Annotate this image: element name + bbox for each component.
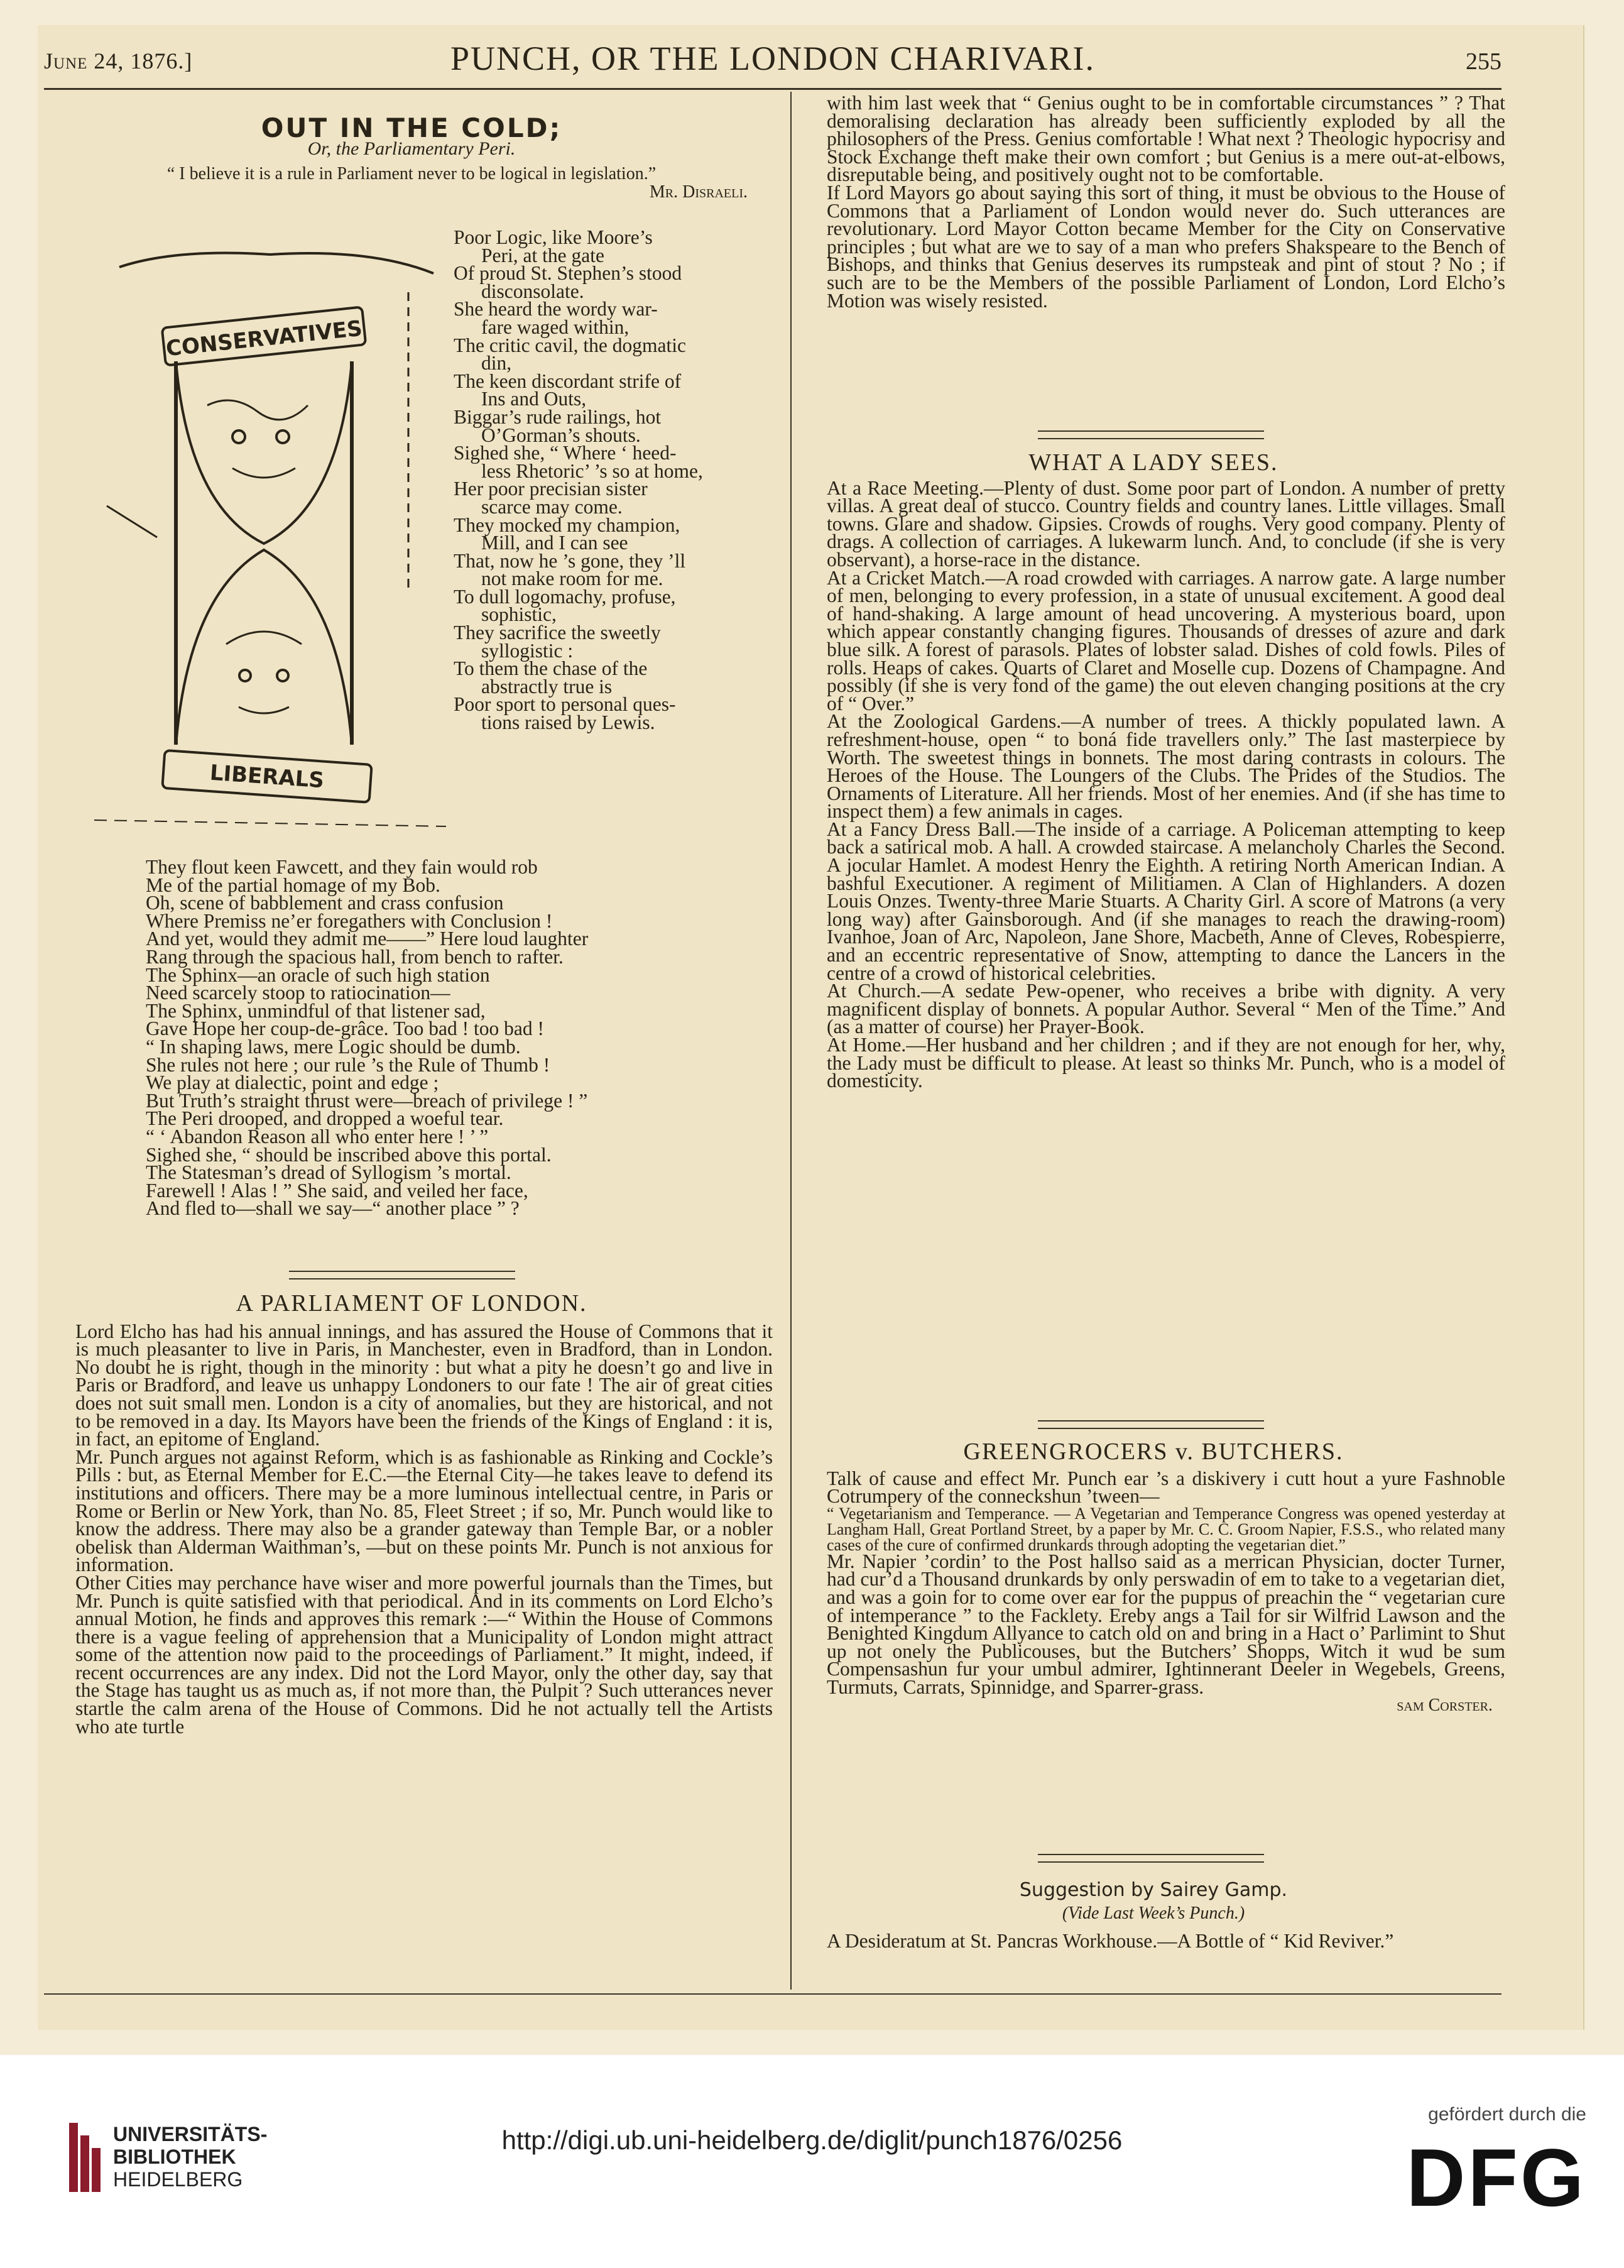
- suggestion-article: [802, 1879, 1505, 1953]
- greengrocers-article: [802, 1438, 1505, 1715]
- poem-line: sophistic,: [481, 603, 557, 626]
- section-ornament: [1038, 430, 1264, 439]
- poem-line: Poor Logic, like Moore’s: [454, 226, 653, 248]
- lady-article: [802, 449, 1505, 1092]
- poem-line: tions raised by Lewis.: [481, 711, 655, 734]
- poem-line: They flout keen Fawcett, and they fain would rob: [146, 856, 538, 878]
- parliament-article: [50, 1290, 773, 1738]
- poem-line: Farewell ! Alas ! ” She said, and veiled her face,: [146, 1179, 528, 1202]
- poem-line: Gave Hope her coup-de-grâce. Too bad ! too bad !: [146, 1017, 544, 1040]
- header-date: June 24, 1876.]: [44, 48, 193, 74]
- suggestion-body: A Desideratum at St. Pancras Workhouse.—A Bottle of “ Kid Reviver.”: [827, 1930, 1394, 1953]
- lady-paragraph: At Church.—A sedate Pew-opener, who receives a bribe with dignity. A very magnificent display of bonnets. A popular Author. Several “ Men of the Time.” And (as a matter of course) her Prayer-Book.: [827, 980, 1505, 1038]
- poem-line: Of proud St. Stephen’s stood: [454, 262, 682, 285]
- poem-subtitle: Or, the Parliamentary Peri.: [307, 138, 516, 159]
- source-url-link[interactable]: http://digi.ub.uni-heidelberg.de/diglit/punch1876/0256: [501, 2125, 1123, 2155]
- masthead-title: PUNCH, OR THE LONDON CHARIVARI.: [450, 40, 1096, 77]
- poem-line: Sighed she, “ Where ‘ heed-: [454, 442, 677, 464]
- poem-line: Sighed she, “ should be inscribed above this portal.: [146, 1143, 552, 1166]
- lady-paragraph: At a Race Meeting.—Plenty of dust. Some poor part of London. A number of pretty villas. A great deal of stucco. Country fields and country lanes. Little villages. Small towns. Glare and shadow. Gipsies. Crowds of roughs. Very good company. Plenty of drags. A collection of carriages. A lukewarm lunch. And, to conclude (if she is very observant), a horse-race in the distance.: [827, 476, 1505, 571]
- poem-line: The Statesman’s dread of Syllogism ’s mortal.: [146, 1161, 511, 1184]
- page-number: 255: [1466, 48, 1501, 75]
- suggestion-title: Suggestion by Sairey Gamp.: [1019, 1879, 1288, 1901]
- poem-line: To dull logomachy, profuse,: [454, 585, 676, 608]
- right-column: [802, 94, 1505, 310]
- poem-line: disconsolate.: [481, 280, 584, 302]
- footer-rule: [44, 1993, 1501, 1995]
- lady-paragraph: At the Zoological Gardens.—A number of trees. A thickly populated lawn. A refreshment-house, open “ to boná fide travellers only.” The last masterpiece by Worth. The sweetest things in bonnets. The most daring contrasts in colours. The Heroes of the House. The Loungers of the Clubs. The Prides of the Studios. The Ornaments of Literature. All her friends. Most of her enemies. And (if she has time to inspect them) a few animals in cages.: [827, 710, 1505, 823]
- greengrocers-title: GREENGROCERS v. BUTCHERS.: [963, 1438, 1344, 1465]
- poem-line: Ins and Outs,: [481, 388, 587, 410]
- poem-line: syllogistic :: [481, 639, 574, 662]
- poem-line: Biggar’s rude railings, hot: [454, 405, 662, 428]
- poem-line: less Rhetoric’ ’s so at home,: [481, 459, 703, 482]
- poem-line: Me of the partial homage of my Bob.: [146, 874, 440, 896]
- poem-full-lines: [146, 858, 774, 1218]
- poem-line: She rules not here ; our rule ’s the Rule of Thumb !: [146, 1053, 550, 1076]
- poem-line: We play at dialectic, point and edge ;: [146, 1071, 439, 1094]
- poem-line: The critic cavil, the dogmatic: [454, 334, 686, 356]
- epigraph-author: Mr. Disraeli.: [649, 182, 748, 202]
- poem-line: Mill, and I can see: [481, 532, 628, 554]
- poem-line: scarce may come.: [481, 495, 623, 518]
- greengrocers-intro: Talk of cause and effect Mr. Punch ear ’s a diskivery i cutt hout a yure Fashnoble Cotrumpery of the conneckshun ’tween—: [827, 1467, 1505, 1508]
- poem-line: Oh, scene of babblement and crass confusion: [146, 892, 504, 914]
- lady-paragraph: At a Cricket Match.—A road crowded with carriages. A narrow gate. A large number of men, belonging to every profession, in a state of unusual excitement. A good deal of hand-shaking. A large amount of head uncovering. A mysterious board, upon which appear constantly changing figures. Thousands of dresses of azure and dark blue silk. A forest of parasols. Plates of lobster salad. Dishes of cold fowls. Piles of rolls. Heaps of cakes. Quarts of Claret and Moselle cup. Dozens of Champagne. And possibly (if she is very fond of the game) the out eleven changing positions at the cry of “ Over.”: [827, 566, 1505, 715]
- poem-line: To them the chase of the: [454, 657, 648, 680]
- poem-line: “ In shaping laws, mere Logic should be dumb.: [146, 1035, 521, 1058]
- greengrocers-signature: sam Corster.: [1397, 1695, 1493, 1715]
- lady-paragraph: At Home.—Her husband and her children ; and if they are not enough for her, why, the Lady must be difficult to please. At least so thinks Mr. Punch, who is a model of domesticity.: [827, 1034, 1505, 1092]
- lady-title: WHAT A LADY SEES.: [1028, 449, 1278, 476]
- poem-line: Rang through the spacious hall, from bench to rafter.: [146, 945, 564, 968]
- section-ornament: [289, 1271, 515, 1279]
- continuation-paragraph: with him last week that “ Genius ought to be in comfortable circumstances ” ? That demoralising declaration has already been sufficiently exploded by all the philosophers of the Press. Genius comfortable ! What next ? Theologic hypocrisy and Stock Exchange theft make their own comfort ; but Genius is a mere out-at-elbows, disreputable being, and positively ought not to be comfortable.: [827, 92, 1505, 186]
- digitization-footer: [0, 2055, 1624, 2268]
- poem-epigraph: “ I believe it is a rule in Parliament never to be logical in legislation.”: [166, 164, 657, 184]
- poem-line: She heard the wordy war-: [454, 298, 658, 320]
- header-rule: [44, 88, 1501, 90]
- poem-line: The Sphinx—an oracle of such high station: [146, 963, 490, 986]
- poem-line: abstractly true is: [481, 675, 613, 698]
- dfg-logo: DFG: [1406, 2132, 1586, 2223]
- poem-line: They sacrifice the sweetly: [454, 622, 661, 644]
- poem-line: Poor sport to personal ques-: [454, 693, 676, 716]
- poem-line: Need scarcely stoop to ratiocination—: [146, 982, 450, 1004]
- poem-line: not make room for me.: [481, 567, 663, 590]
- poem-line: They mocked my champion,: [454, 513, 680, 536]
- poem-beside-lines: [454, 226, 780, 734]
- illustration-label-top: CONSERVATIVES: [165, 315, 364, 362]
- poem-line: “ ‘ Abandon Reason all who enter here ! ’ ”: [146, 1125, 489, 1148]
- lady-paragraph: At a Fancy Dress Ball.—The inside of a carriage. A Policeman attempting to keep back a satirical mob. A hall. A crowded staircase. A melancholy Charles the Second. A jocular Hamlet. A modest Henry the Eighth. A retiring North American Indian. A bashful Executioner. A regiment of Militiamen. A Clan of Highlanders. A dozen Louis Onzes. Twenty-three Marie Stuarts. A Charity Girl. A score of Matrons (a very long way) after Gainsborough. And (if she manages to reach the drawing-room) Ivanhoe, Joan of Arc, Napoleon, Jane Shore, Macbeth, Anne of Cleves, Robespierre, and an eccentric representative of Snow, attempting to dance the Lancers in the centre of a crowd of historical celebrities.: [827, 818, 1505, 984]
- suggestion-subtitle: (Vide Last Week’s Punch.): [1062, 1903, 1245, 1923]
- column-divider: [790, 92, 792, 1990]
- greengrocers-body: Mr. Napier ’cordin’ to the Post hallso said as a merrican Physician, docter Turner, had cur’d a Thousand drunkards by only perswadin of em to take to a vegetarian diet, and was a goin for to come over ear for the puppus of preachin the “ vegetarian cure of intemperance ” to the Facklety. Ereby angs a Tail for sir Wilfrid Lawson and the Benighted Kingdum Allyance to catch old on and bring in a Hact o’ Parlimint to Shut up not onely the Publicouses, but the Butchers’ Shopps, Witch it wud be sum Compensashun fur your umbul admirer, Ightinnerant Deeler in Wegebels, Greens, Turmuts, Carrats, Spinnidge, and Sparrer-grass.: [827, 1550, 1505, 1698]
- parliament-title: A PARLIAMENT OF LONDON.: [236, 1290, 587, 1317]
- poem-line: The Peri drooped, and dropped a woeful tear.: [146, 1107, 504, 1130]
- funding-note: gefördert durch die: [1428, 2104, 1586, 2125]
- library-name: UNIVERSITÄTS- BIBLIOTHEK HEIDELBERG: [113, 2123, 268, 2191]
- continuation-paragraph: If Lord Mayors go about saying this sort of thing, it must be obvious to the House of Commons that a Parliament of London would never do. Such utterances are revolutionary. Lord Mayor Cotton became Member for the City on Conservative principles ; but what are we to say of a man who prefers Shakspeare to the Bench of Bishops, and thinks that Genius deserves its rumpsteak and pint of stout ? No ; if such are to be the Members of the possible Parliament of London, Lord Elcho’s Motion was wisely resisted.: [827, 181, 1505, 312]
- poem-line: Her poor precisian sister: [454, 478, 648, 500]
- poem-line: That, now he ’s gone, they ’ll: [454, 549, 686, 572]
- poem-line: The Sphinx, unmindful of that listener sad,: [146, 999, 486, 1022]
- poem-line: The keen discordant strife of: [454, 370, 682, 392]
- poem-line: fare waged within,: [481, 315, 629, 338]
- left-column: [50, 112, 773, 202]
- hourglass-illustration: [82, 242, 459, 845]
- poem-line: Peri, at the gate: [481, 244, 604, 266]
- poem-line: O’Gorman’s shouts.: [481, 424, 641, 446]
- greengrocers-quote: “ Vegetarianism and Temperance. — A Vegetarian and Temperance Congress was opened yesterday at Langham Hall, Great Portland Street, by a paper by Mr. C. C. Groom Napier, F.S.S., who related many cases of the cure of confirmed drunkards through adopting the vegetarian diet.”: [827, 1504, 1505, 1554]
- page-header: [44, 39, 1501, 83]
- section-ornament: [1038, 1420, 1264, 1429]
- poem-line: And yet, would they admit me——” Here loud laughter: [146, 928, 589, 950]
- illustration-label-bottom: LIBERALS: [209, 760, 325, 794]
- section-ornament: [1038, 1854, 1264, 1863]
- poem-line: And fled to—shall we say—“ another place ” ?: [146, 1197, 520, 1220]
- poem-line: But Truth’s straight thrust were—breach of privilege ! ”: [146, 1089, 588, 1112]
- parliament-paragraph: Lord Elcho has had his annual innings, and has assured the House of Commons that it is much pleasanter to live in Paris, in Manchester, even in Bradford, than in London. No doubt he is right, though in the minority : but what a pity he doesn’t go and live in Paris or Bradford, and leave us unhappy Londoners to our fate ! The air of great cities does not suit small men. London is a city of anomalies, but they are historical, and not to be removed in a day. Its Mayors have been the friends of the Kings of England : it is, in fact, an epitome of England.: [75, 1320, 773, 1450]
- parliament-paragraph: Mr. Punch argues not against Reform, which is as fashionable as Rinking and Cockle’s Pills : but, as Eternal Member for E.C.—the Eternal City—he takes leave to defend its institutions and officers. There may be a more luminous intellectual centre, in Paris or Rome or Berlin or New York, than No. 85, Fleet Street ; if so, Mr. Punch would like to know the address. There may also be a grander gateway than Temple Bar, or a nobler obelisk than Alderman Waithman’s, —but on these points Mr. Punch is not anxious for information.: [75, 1445, 773, 1576]
- poem-title: OUT IN THE COLD;: [261, 112, 562, 143]
- poem-line: din,: [481, 352, 512, 375]
- parliament-paragraph: Other Cities may perchance have wiser and more powerful journals than the Times, but Mr. Punch is quite satisfied with that periodical. And in its comments on Lord Elcho’s annual Motion, he finds and approves this remark :—“ Within the House of Commons there is a vague feeling of apprehension that a Municipality of London might attract some of the attention now paid to the proceedings of Parliament.” It might, indeed, if recent occurrences are any index. Did not the Lord Mayor, only the other day, say that the Stage has taught us as much as, if not more than, the Pulpit ? Such utterances never startle the calm arena of the House of Commons. Did he not actually tell the Artists who ate turtle: [75, 1571, 773, 1738]
- poem-line: Where Premiss ne’er foregathers with Conclusion !: [146, 909, 553, 932]
